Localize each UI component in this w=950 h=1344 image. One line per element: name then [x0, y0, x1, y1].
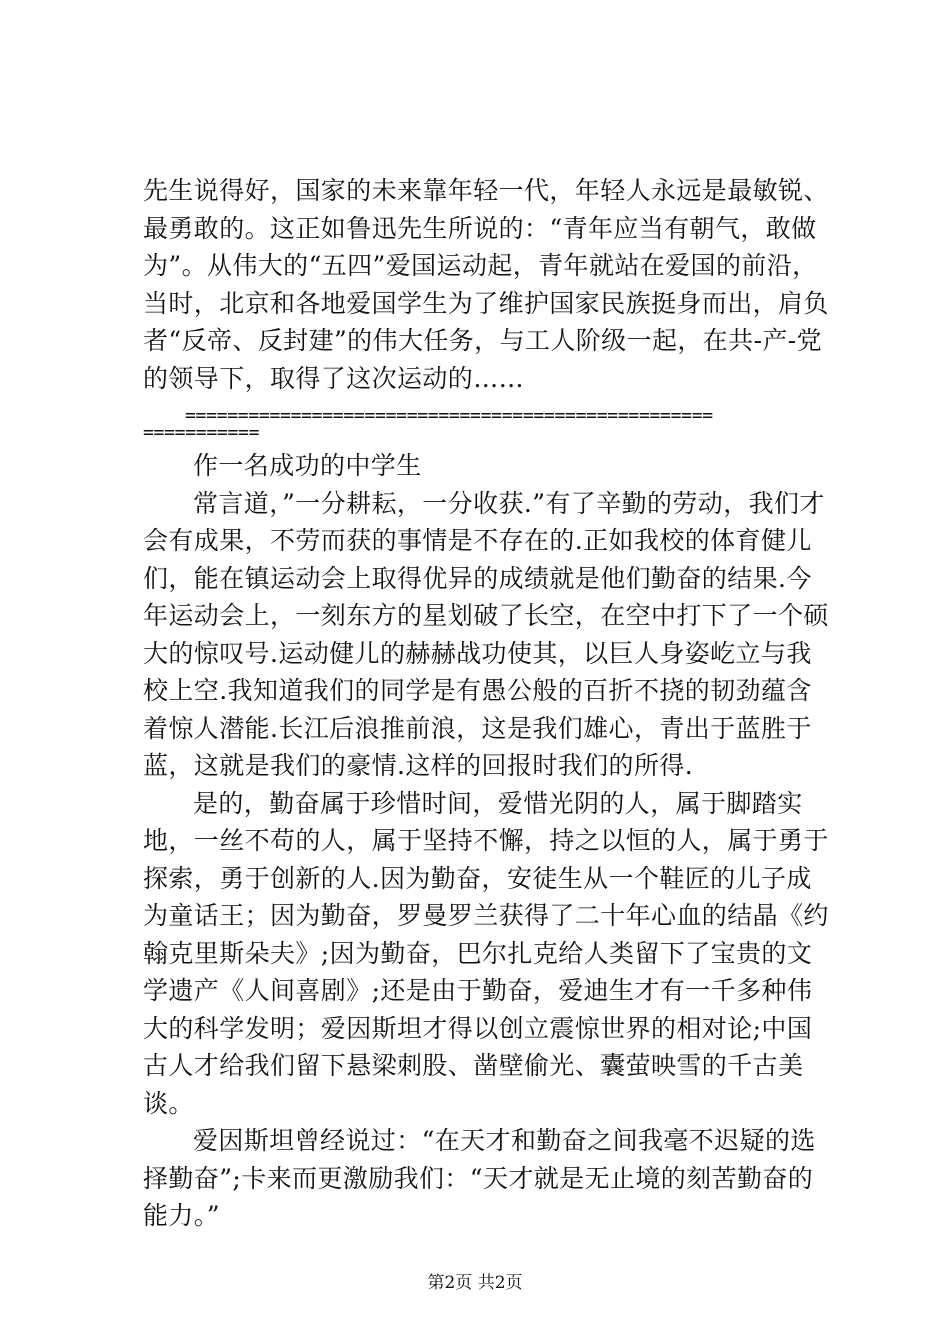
paragraph-3: 爱因斯坦曾经说过：“在天才和勤奋之间我毫不迟疑的选择勤奋”;卡来而更激励我们：“天才就是无止境的刻苦勤奋的能力。” [143, 1126, 816, 1230]
separator-rule [143, 397, 835, 447]
essay-title: 作一名成功的中学生 [193, 451, 422, 480]
paragraph-continued: 先生说得好，国家的未来靠年轻一代，年轻人永远是最敏锐、最勇敢的。这正如鲁迅先生所说的：“青年应当有朝气，敢做为”。从伟大的“五四”爱国运动起，青年就站在爱国的前沿，当时，北京和各地爱国学生为了维护国家民族挺身而出，肩负者“反帝、反封建”的伟大任务，与工人阶级一起，在共-产-党的领导下，取得了这次运动的…… [143, 176, 829, 393]
paragraph-1: 常言道，”一分耕耘，一分收获.”有了辛勤的劳动，我们才会有成果，不劳而获的事情是不存在的.正如我校的体育健儿们，能在镇运动会上取得优异的成绩就是他们勤奋的结果.今年运动会上，一刻东方的星划破了长空，在空中打下了一个硕大的惊叹号.运动健儿的赫赫战功使其，以巨人身姿屹立与我校上空.我知道我们的同学是有愚公般的百折不挠的韧劲蕴含着惊人潜能.长江后浪推前浪，这是我们雄心，青出于蓝胜于蓝，这就是我们的豪情.这样的回报时我们的所得. [143, 488, 829, 780]
separator-line-2: =========== [143, 424, 260, 441]
separator-line-1: ================================================== [185, 407, 713, 424]
document-body [143, 172, 835, 1235]
paragraph-2: 是的，勤奋属于珍惜时间，爱惜光阴的人，属于脚踏实地，一丝不苟的人，属于坚持不懈，持之以恒的人，属于勇于探索，勇于创新的人.因为勤奋，安徒生从一个鞋匠的儿子成为童话王；因为勤奋，罗曼罗兰获得了二十年心血的结晶《约翰克里斯朵夫》;因为勤奋，巴尔扎克给人类留下了宝贵的文学遗产《人间喜剧》;还是由于勤奋，爱迪生才有一千多种伟大的科学发明；爱因斯坦才得以创立震惊世界的相对论;中国古人才给我们留下悬梁刺股、凿壁偷光、囊萤映雪的千古美谈。 [143, 788, 829, 1118]
page-number-footer: 第2页 共2页 [427, 1273, 523, 1293]
